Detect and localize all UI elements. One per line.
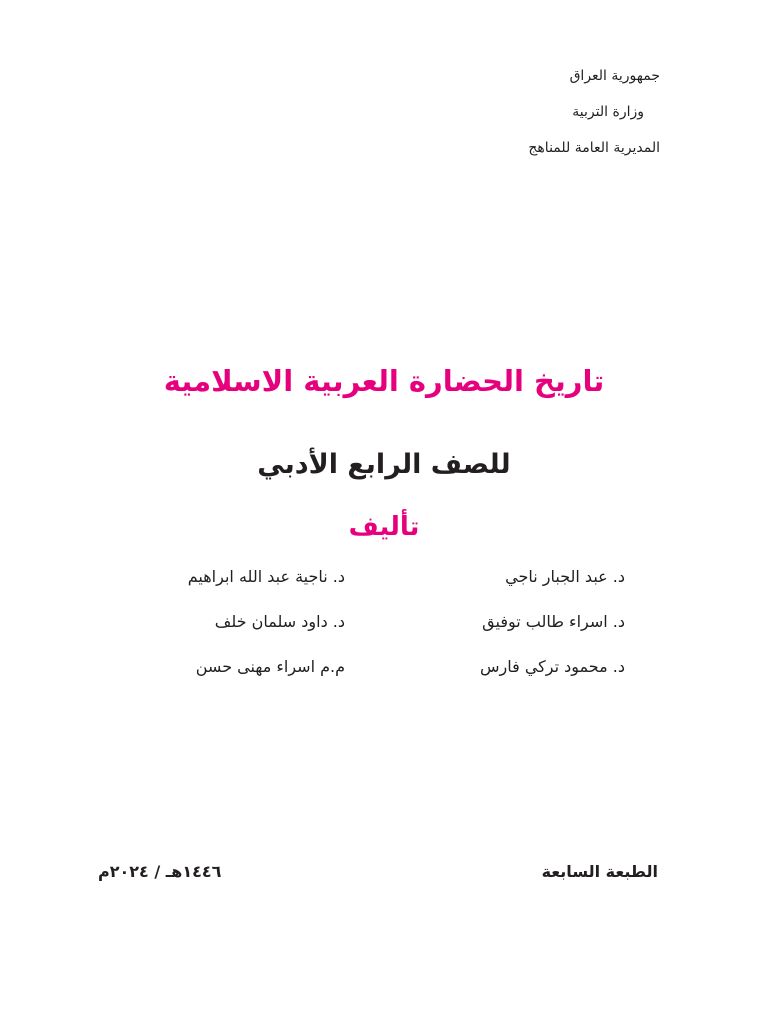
author-name: د. محمود تركي فارس	[479, 657, 625, 676]
author-name: م.م اسراء مهنى حسن	[195, 657, 345, 676]
authors-right-column	[480, 566, 625, 701]
grade-subtitle: للصف الرابع الأدبي	[257, 449, 511, 480]
issuing-authority-block	[528, 66, 660, 174]
edition-label: الطبعة السابعة	[541, 862, 658, 881]
publication-date: ١٤٤٦هـ / ٢٠٢٤م	[98, 862, 222, 881]
country-name: جمهورية العراق	[569, 68, 660, 84]
book-title: تاريخ الحضارة العربية الاسلامية	[163, 364, 605, 398]
ministry-name: وزارة التربية	[572, 104, 644, 120]
author-name: د. عبد الجبار ناجي	[505, 567, 625, 586]
authors-left-column	[188, 566, 345, 701]
author-name: د. اسراء طالب توفيق	[482, 612, 625, 631]
author-name: د. داود سلمان خلف	[214, 612, 345, 631]
directorate-name: المديرية العامة للمناهج	[528, 140, 660, 156]
authorship-label: تأليف	[348, 512, 420, 542]
author-name: د. ناجية عبد الله ابراهيم	[187, 567, 345, 586]
